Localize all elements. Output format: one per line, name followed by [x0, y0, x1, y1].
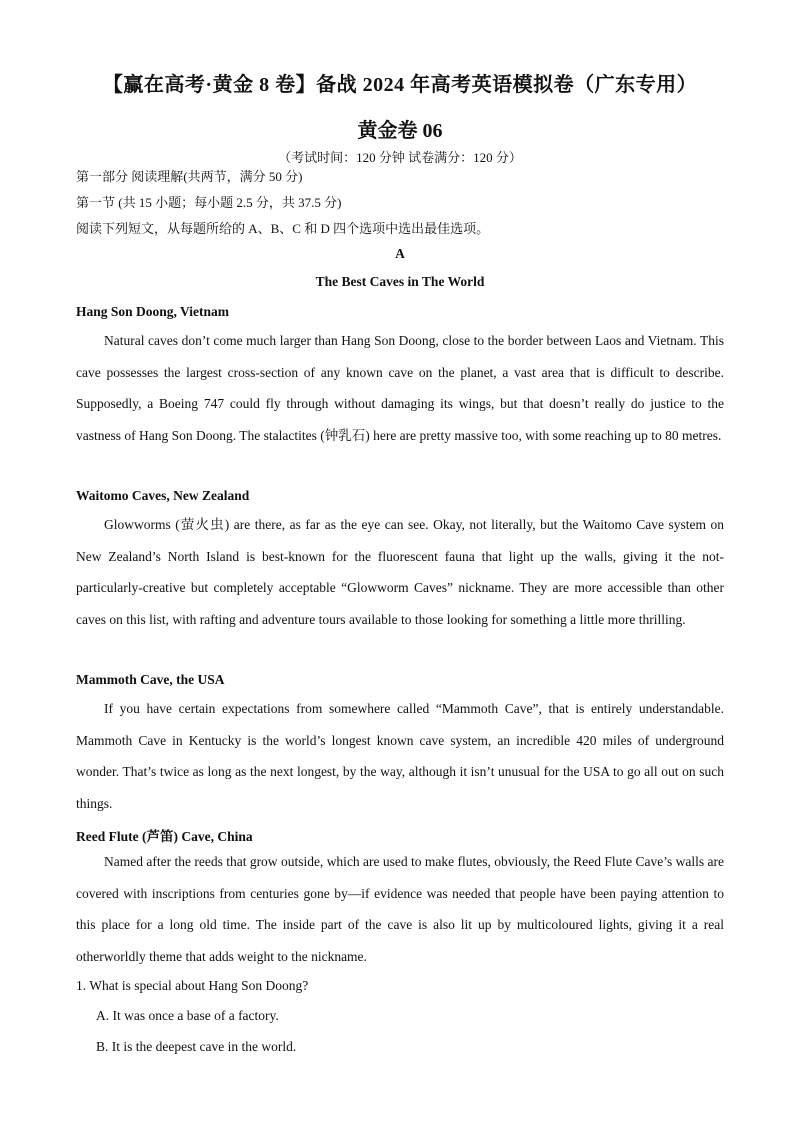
- directions-text: 阅读下列短文，从每题所给的 A、B、C 和 D 四个选项中选出最佳选项。: [76, 221, 490, 236]
- part-heading: 第一部分 阅读理解(共两节，满分 50 分): [76, 169, 303, 184]
- paragraph: Named after the reeds that grow outside, which are used to make flutes, obviously, the Reed Flute Cave’s walls are covered with inscriptions from centuries gone by—if evidence was needed that people have been paying attention to this place for a long old time. The inside part of the cave is also lit up by multicoloured lights, giving it a real otherworldly theme that adds weight to the nickname.: [76, 854, 724, 964]
- paragraph: Glowworms (萤火虫) are there, as far as the eye can see. Okay, not literally, but the Waitomo Cave system on New Zealand’s North Island is best-known for the fluorescent fauna that light up the walls, giving it the not-particularly-creative but completely acceptable “Glowworm Caves” nickname. They are more accessible than other caves on this list, with rafting and adventure tours available to those looking for something a little more thrilling.: [76, 517, 724, 627]
- passage-label: A: [395, 246, 405, 261]
- section-text-hang-son-doong: [76, 325, 724, 451]
- section-text-reed-flute: [76, 846, 724, 972]
- question-option: A. It was once a base of a factory.: [96, 1008, 279, 1023]
- paragraph: Natural caves don’t come much larger than Hang Son Doong, close to the border between Laos and Vietnam. This cave possesses the largest cross-section of any known cave on the planet, a vast area that is difficult to describe. Supposedly, a Boeing 747 could fly through without damaging its wings, but that doesn’t really do justice to the vastness of Hang Son Doong. The stalactites (钟乳石) here are pretty massive too, with some reaching up to 80 metres.: [76, 333, 724, 443]
- exam-title: 【赢在高考·黄金 8 卷】备战 2024 年高考英语模拟卷（广东专用）: [102, 74, 698, 96]
- paragraph: If you have certain expectations from somewhere called “Mammoth Cave”, that is entirely understandable. Mammoth Cave in Kentucky is the world’s longest known cave system, an incredible 420 miles of underground wonder. That’s twice as long as the next longest, by the way, although it isn’t unusual for the USA to go all out on such things.: [76, 701, 724, 811]
- passage-title: The Best Caves in The World: [315, 274, 485, 289]
- section-heading-mammoth: Mammoth Cave, the USA: [76, 672, 225, 687]
- question-stem: 1. What is special about Hang Son Doong?: [76, 978, 309, 993]
- section-heading-waitomo: Waitomo Caves, New Zealand: [76, 488, 250, 503]
- section-text-mammoth: [76, 693, 724, 819]
- section-heading: 第一节 (共 15 小题；每小题 2.5 分，共 37.5 分): [76, 195, 342, 210]
- section-heading-hang-son-doong: Hang Son Doong, Vietnam: [76, 304, 230, 319]
- question-option: B. It is the deepest cave in the world.: [96, 1039, 297, 1054]
- section-heading-reed-flute: Reed Flute (芦笛) Cave, China: [76, 829, 253, 844]
- exam-time-score: （考试时间：120 分钟 试卷满分：120 分）: [278, 150, 522, 165]
- exam-subtitle: 黄金卷 06: [357, 120, 443, 142]
- section-text-waitomo: [76, 509, 724, 635]
